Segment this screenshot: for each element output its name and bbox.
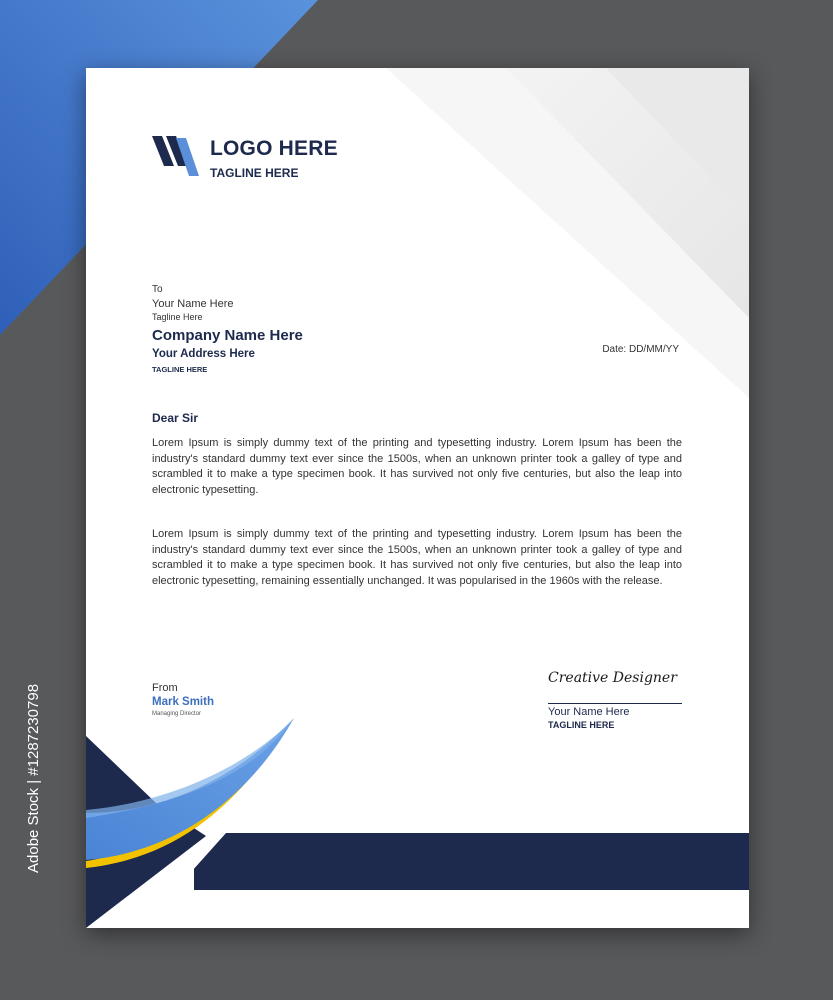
recipient-name: Your Name Here — [152, 298, 234, 310]
body-paragraph: Lorem Ipsum is simply dummy text of the printing and typesetting industry. Lorem Ipsum has been the industry's standard dummy text ever since the 1500s, when an unknown printer took a galley of type and scrambled it to make a type specimen book. It has survived not only five centuries, but also the leap into electronic typesetting. — [152, 437, 682, 497]
company-tagline: TAGLINE HERE — [152, 365, 208, 374]
sender-name: Mark Smith — [152, 696, 214, 708]
signatory-tagline: TAGLINE HERE — [548, 720, 615, 730]
signature-script: Creative Designer — [548, 670, 677, 686]
salutation: Dear Sir — [152, 411, 199, 425]
body-paragraph: Lorem Ipsum is simply dummy text of the printing and typesetting industry. Lorem Ipsum has been the industry's standard dummy text ever since the 1500s, when an unknown printer took a galley of type and scrambled it to make a type specimen book. It has survived not only five centuries, but also the leap into electronic typesetting, remaining essentially unchanged. It was popularised in the 1960s with the release. — [152, 528, 682, 588]
stock-id-label: Adobe Stock | #1287230798 — [25, 683, 42, 873]
company-address: Your Address Here — [152, 348, 255, 360]
logo-icon — [152, 136, 204, 178]
signature-line — [548, 703, 682, 704]
sender-title: Managing Director — [152, 711, 202, 717]
letter-date: Date: DD/MM/YY — [602, 344, 679, 355]
recipient-tagline: Tagline Here — [152, 312, 203, 322]
logo-title: LOGO HERE — [210, 137, 338, 160]
recipient-to-label: To — [152, 284, 163, 295]
sender-from-label: From — [152, 682, 178, 694]
logo-tagline: TAGLINE HERE — [210, 166, 299, 180]
footer-navy-band — [194, 833, 749, 890]
company-name: Company Name Here — [152, 327, 303, 344]
letterhead-sheet — [86, 68, 749, 928]
signatory-name: Your Name Here — [548, 706, 630, 718]
